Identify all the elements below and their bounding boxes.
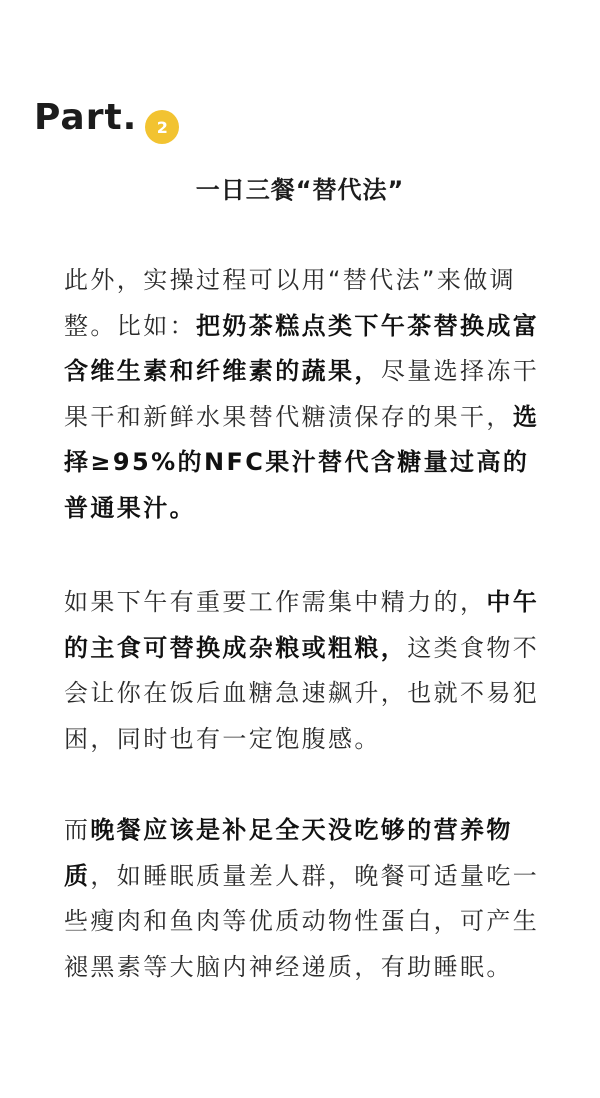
paragraph-3-bold-segment: 晚餐应该是补足全天没吃够的营养物质 — [64, 816, 513, 890]
paragraph-2-segment: 如果下午有重要工作需集中精力的， — [64, 588, 487, 616]
paragraph-2-bold-segment: 中午的主食可替换成杂粮或粗粮， — [64, 588, 540, 662]
paragraph-1-bold-segment: 选择≥95%的NFC果汁替代含糖量过高的普通果汁。 — [64, 402, 540, 522]
part-heading — [34, 97, 179, 138]
paragraph-1-bold-segment: 把奶茶糕点类下午茶替换成富含维生素和纤维素的蔬果， — [64, 311, 540, 385]
paragraph-3-segment: ，如睡眠质量差人群，晚餐可适量吃一些瘦肉和鱼肉等优质动物性蛋白，可产生褪黑素等大脑内神经递质，有助睡眠。 — [64, 861, 540, 981]
section-title: 一日三餐“替代法” — [195, 176, 405, 204]
paragraph-1-segment: 此外，实操过程可以用“替代法”来做调整。比如： — [64, 266, 517, 340]
part-number-badge: 2 — [145, 110, 179, 144]
paragraph-1 — [64, 258, 540, 531]
paragraph-3-segment: 而 — [64, 816, 91, 844]
paragraph-2-segment: 这类食物不会让你在饭后血糖急速飙升，也就不易犯困，同时也有一定饱腹感。 — [64, 633, 540, 753]
part-label: Part. — [34, 97, 138, 138]
paragraph-2 — [64, 580, 540, 762]
paragraph-3 — [64, 808, 540, 990]
paragraph-1-segment: 尽量选择冻干果干和新鲜水果替代糖渍保存的果干， — [64, 357, 540, 431]
